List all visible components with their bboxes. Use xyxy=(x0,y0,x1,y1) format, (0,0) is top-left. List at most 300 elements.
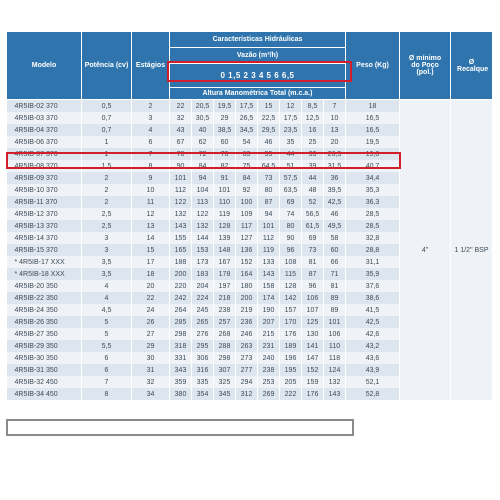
cell-head: 147 xyxy=(302,352,324,364)
cell-model: 4R5IB-09 370 xyxy=(7,172,82,184)
cell-head: 176 xyxy=(302,388,324,400)
cell-head: 159 xyxy=(302,376,324,388)
header-estagios: Estágios xyxy=(132,32,170,100)
cell-weight: 35,3 xyxy=(346,184,400,196)
cell-head: 8,5 xyxy=(302,100,324,113)
cell-head: 38,5 xyxy=(214,124,236,136)
cell-stages: 34 xyxy=(132,388,170,400)
cell-head: 60 xyxy=(214,136,236,148)
cell-head: 72 xyxy=(192,148,214,160)
cell-head: 92 xyxy=(236,184,258,196)
cell-head: 325 xyxy=(214,376,236,388)
cell-head: 170 xyxy=(280,316,302,328)
cell-head: 298 xyxy=(170,328,192,340)
cell-weight: 28,5 xyxy=(346,220,400,232)
cell-head: 277 xyxy=(236,364,258,376)
cell-model: 4R5IB-24 350 xyxy=(7,304,82,316)
cell-stages: 26 xyxy=(132,316,170,328)
cell-stages: 8 xyxy=(132,160,170,172)
cell-power: 0,7 xyxy=(82,124,132,136)
cell-head: 173 xyxy=(192,256,214,268)
cell-model: 4R5IB-03 370 xyxy=(7,112,82,124)
cell-power: 3 xyxy=(82,232,132,244)
pump-spec-table-wrapper xyxy=(6,31,492,400)
cell-model: 4R5IB-22 350 xyxy=(7,292,82,304)
cell-head: 101 xyxy=(170,172,192,184)
cell-head: 133 xyxy=(258,256,280,268)
cell-head: 148 xyxy=(214,244,236,256)
cell-stages: 4 xyxy=(132,124,170,136)
cell-head: 22,5 xyxy=(258,112,280,124)
cell-head: 153 xyxy=(192,244,214,256)
cell-model: 4R5IB-29 350 xyxy=(7,340,82,352)
cell-head: 25 xyxy=(302,136,324,148)
cell-model: 4R5IB-14 370 xyxy=(7,232,82,244)
cell-model: 4R5IB-31 350 xyxy=(7,364,82,376)
cell-model: 4R5IB-11 370 xyxy=(7,196,82,208)
cell-head: 90 xyxy=(170,160,192,172)
cell-head: 122 xyxy=(170,196,192,208)
cell-power: 3 xyxy=(82,244,132,256)
cell-head: 17,5 xyxy=(236,100,258,113)
cell-head: 164 xyxy=(236,268,258,280)
cell-weight: 31,1 xyxy=(346,256,400,268)
cell-head: 157 xyxy=(280,304,302,316)
cell-weight: 52,1 xyxy=(346,376,400,388)
cell-weight: 34,4 xyxy=(346,172,400,184)
cell-head: 84 xyxy=(192,160,214,172)
cell-model: 4R5IB-06 370 xyxy=(7,136,82,148)
cell-head: 36 xyxy=(324,172,346,184)
cell-head: 91 xyxy=(214,172,236,184)
cell-head: 66 xyxy=(324,256,346,268)
cell-power: 3,5 xyxy=(82,268,132,280)
cell-head: 31,5 xyxy=(324,160,346,172)
cell-stages: 2 xyxy=(132,100,170,113)
cell-head: 176 xyxy=(280,328,302,340)
cell-head: 94 xyxy=(258,208,280,220)
cell-discharge-diameter: 1 1/2" BSP xyxy=(451,100,493,401)
cell-head: 238 xyxy=(258,364,280,376)
cell-head: 142 xyxy=(280,292,302,304)
header-diam-poco: Ø mínimo do Poço (pol.) xyxy=(400,32,451,100)
cell-weight: 52,8 xyxy=(346,388,400,400)
cell-head: 285 xyxy=(170,316,192,328)
cell-head: 119 xyxy=(258,244,280,256)
cell-weight: 19,5 xyxy=(346,136,400,148)
cell-head: 224 xyxy=(192,292,214,304)
cell-power: 2 xyxy=(82,184,132,196)
cell-head: 29 xyxy=(214,112,236,124)
cell-stages: 24 xyxy=(132,304,170,316)
cell-head: 43 xyxy=(170,124,192,136)
cell-head: 359 xyxy=(170,376,192,388)
cell-head: 242 xyxy=(170,292,192,304)
cell-head: 69 xyxy=(280,196,302,208)
cell-head: 263 xyxy=(236,340,258,352)
cell-power: 2 xyxy=(82,172,132,184)
cell-power: 1,5 xyxy=(82,160,132,172)
cell-power: 2 xyxy=(82,196,132,208)
cell-model: 4R5IB-32 450 xyxy=(7,376,82,388)
cell-head: 218 xyxy=(214,292,236,304)
cell-head: 335 xyxy=(192,376,214,388)
cell-weight: 43,2 xyxy=(346,340,400,352)
cell-head: 90 xyxy=(280,232,302,244)
cell-head: 104 xyxy=(192,184,214,196)
cell-stages: 17 xyxy=(132,256,170,268)
cell-power: 4 xyxy=(82,280,132,292)
cell-weight: 40,7 xyxy=(346,160,400,172)
cell-head: 269 xyxy=(258,388,280,400)
cell-head: 35 xyxy=(280,136,302,148)
cell-head: 219 xyxy=(236,304,258,316)
cell-head: 29,5 xyxy=(258,124,280,136)
cell-power: 8 xyxy=(82,388,132,400)
cell-head: 268 xyxy=(214,328,236,340)
cell-head: 39 xyxy=(302,160,324,172)
cell-head: 132 xyxy=(170,208,192,220)
cell-weight: 41,5 xyxy=(346,304,400,316)
header-diam-recalque: Ø Recalque xyxy=(451,32,493,100)
cell-head: 316 xyxy=(192,364,214,376)
cell-power: 0,7 xyxy=(82,112,132,124)
cell-head: 180 xyxy=(236,280,258,292)
header-vazao: Vazão (m³/h) xyxy=(170,48,346,64)
cell-head: 34,5 xyxy=(236,124,258,136)
cell-stages: 31 xyxy=(132,364,170,376)
cell-head: 178 xyxy=(214,268,236,280)
cell-head: 119 xyxy=(214,208,236,220)
cell-model: 4R5IB-02 370 xyxy=(7,100,82,113)
cell-head: 136 xyxy=(236,244,258,256)
cell-head: 122 xyxy=(192,208,214,220)
cell-head: 113 xyxy=(192,196,214,208)
cell-stages: 27 xyxy=(132,328,170,340)
cell-head: 200 xyxy=(236,292,258,304)
cell-weight: 37,6 xyxy=(346,280,400,292)
cell-head: 81 xyxy=(324,280,346,292)
cell-weight: 43,9 xyxy=(346,364,400,376)
cell-head: 115 xyxy=(280,268,302,280)
cell-power: 6 xyxy=(82,352,132,364)
cell-head: 56,5 xyxy=(302,208,324,220)
cell-head: 55 xyxy=(258,148,280,160)
cell-power: 2,5 xyxy=(82,208,132,220)
cell-head: 343 xyxy=(170,364,192,376)
cell-stages: 14 xyxy=(132,232,170,244)
cell-head: 312 xyxy=(236,388,258,400)
cell-head: 167 xyxy=(214,256,236,268)
cell-head: 51 xyxy=(280,160,302,172)
cell-head: 238 xyxy=(214,304,236,316)
cell-head: 44 xyxy=(280,148,302,160)
cell-stages: 22 xyxy=(132,292,170,304)
cell-power: 1 xyxy=(82,136,132,148)
cell-head: 19,5 xyxy=(214,100,236,113)
cell-model: 4R5IB-04 370 xyxy=(7,124,82,136)
cell-head: 58 xyxy=(324,232,346,244)
cell-model: * 4R5IB-17 XXX xyxy=(7,256,82,268)
cell-head: 20 xyxy=(324,136,346,148)
header-potencia: Potência (cv) xyxy=(82,32,132,100)
header-modelo: Modelo xyxy=(7,32,82,100)
cell-stages: 29 xyxy=(132,340,170,352)
cell-stages: 11 xyxy=(132,196,170,208)
cell-model: * 4R5IB-18 XXX xyxy=(7,268,82,280)
cell-model: 4R5IB-34 450 xyxy=(7,388,82,400)
cell-head: 44 xyxy=(302,172,324,184)
cell-head: 62 xyxy=(192,136,214,148)
cell-head: 32 xyxy=(170,112,192,124)
cell-head: 17,5 xyxy=(280,112,302,124)
cell-head: 73 xyxy=(302,244,324,256)
cell-head: 118 xyxy=(324,352,346,364)
cell-model: 4R5IB-10 370 xyxy=(7,184,82,196)
cell-head: 108 xyxy=(280,256,302,268)
cell-power: 0,5 xyxy=(82,100,132,113)
cell-head: 81 xyxy=(302,256,324,268)
cell-head: 205 xyxy=(280,376,302,388)
cell-power: 3,5 xyxy=(82,256,132,268)
cell-head: 7 xyxy=(324,100,346,113)
cell-head: 354 xyxy=(192,388,214,400)
cell-head: 222 xyxy=(280,388,302,400)
cell-weight: 32,8 xyxy=(346,232,400,244)
pump-spec-table xyxy=(6,31,493,400)
cell-model: 4R5IB-08 370 xyxy=(7,160,82,172)
cell-head: 165 xyxy=(170,244,192,256)
cell-weight: 43,6 xyxy=(346,352,400,364)
cell-head: 71 xyxy=(324,268,346,280)
cell-stages: 15 xyxy=(132,244,170,256)
cell-head: 141 xyxy=(302,340,324,352)
cell-stages: 6 xyxy=(132,136,170,148)
cell-head: 46 xyxy=(258,136,280,148)
cell-head: 152 xyxy=(302,364,324,376)
cell-head: 54 xyxy=(236,136,258,148)
header-flow-values: 0 1,5 2 3 4 5 6 6,5 xyxy=(170,64,346,88)
cell-head: 70 xyxy=(214,148,236,160)
cell-head: 26,5 xyxy=(324,148,346,160)
cell-head: 64,5 xyxy=(258,160,280,172)
cell-min-well-diameter: 4" xyxy=(400,100,451,401)
cell-head: 57,5 xyxy=(280,172,302,184)
cell-head: 87 xyxy=(302,268,324,280)
cell-head: 101 xyxy=(324,316,346,328)
cell-head: 318 xyxy=(170,340,192,352)
cell-head: 101 xyxy=(258,220,280,232)
cell-stages: 20 xyxy=(132,280,170,292)
cell-head: 112 xyxy=(258,232,280,244)
cell-head: 12 xyxy=(280,100,302,113)
cell-head: 215 xyxy=(258,328,280,340)
cell-stages: 13 xyxy=(132,220,170,232)
cell-weight: 38,6 xyxy=(346,292,400,304)
cell-power: 5 xyxy=(82,328,132,340)
cell-head: 49,5 xyxy=(324,220,346,232)
cell-head: 124 xyxy=(324,364,346,376)
cell-head: 130 xyxy=(302,328,324,340)
cell-head: 16 xyxy=(302,124,324,136)
cell-head: 204 xyxy=(192,280,214,292)
cell-head: 80 xyxy=(280,220,302,232)
cell-head: 307 xyxy=(214,364,236,376)
cell-head: 265 xyxy=(192,316,214,328)
cell-head: 117 xyxy=(236,220,258,232)
cell-head: 63 xyxy=(236,148,258,160)
cell-head: 112 xyxy=(170,184,192,196)
cell-weight: 28,5 xyxy=(346,208,400,220)
cell-head: 101 xyxy=(214,184,236,196)
cell-head: 276 xyxy=(192,328,214,340)
cell-head: 220 xyxy=(170,280,192,292)
cell-head: 257 xyxy=(214,316,236,328)
cell-head: 174 xyxy=(258,292,280,304)
cell-head: 143 xyxy=(324,388,346,400)
cell-head: 106 xyxy=(302,292,324,304)
cell-head: 96 xyxy=(302,280,324,292)
cell-head: 158 xyxy=(258,280,280,292)
cell-weight: 16,5 xyxy=(346,124,400,136)
cell-weight: 16,5 xyxy=(346,112,400,124)
cell-head: 207 xyxy=(258,316,280,328)
cell-head: 109 xyxy=(236,208,258,220)
cell-head: 100 xyxy=(236,196,258,208)
cell-head: 30,5 xyxy=(192,112,214,124)
cell-head: 67 xyxy=(170,136,192,148)
cell-head: 128 xyxy=(280,280,302,292)
cell-head: 273 xyxy=(236,352,258,364)
cell-power: 4 xyxy=(82,292,132,304)
cell-head: 73 xyxy=(258,172,280,184)
cell-head: 87 xyxy=(258,196,280,208)
cell-head: 288 xyxy=(214,340,236,352)
cell-model: 4R5IB-30 350 xyxy=(7,352,82,364)
cell-head: 127 xyxy=(236,232,258,244)
cell-head: 60 xyxy=(324,244,346,256)
cell-model: 4R5IB-15 370 xyxy=(7,244,82,256)
cell-head: 46 xyxy=(324,208,346,220)
cell-head: 298 xyxy=(214,352,236,364)
cell-head: 345 xyxy=(214,388,236,400)
cell-head: 380 xyxy=(170,388,192,400)
cell-head: 139 xyxy=(214,232,236,244)
table-row xyxy=(7,100,493,113)
cell-head: 110 xyxy=(324,340,346,352)
cell-head: 253 xyxy=(258,376,280,388)
cell-head: 89 xyxy=(324,292,346,304)
cell-stages: 3 xyxy=(132,112,170,124)
cell-head: 10 xyxy=(324,112,346,124)
cell-head: 52 xyxy=(302,196,324,208)
cell-head: 231 xyxy=(258,340,280,352)
cell-head: 190 xyxy=(258,304,280,316)
cell-model: 4R5IB-26 350 xyxy=(7,316,82,328)
cell-stages: 10 xyxy=(132,184,170,196)
cell-weight: 35,9 xyxy=(346,268,400,280)
cell-head: 13 xyxy=(324,124,346,136)
cell-head: 128 xyxy=(214,220,236,232)
cell-head: 144 xyxy=(192,232,214,244)
cell-head: 152 xyxy=(236,256,258,268)
header-altura: Altura Manométrica Total (m.c.a.) xyxy=(170,88,346,100)
cell-head: 15 xyxy=(258,100,280,113)
cell-head: 89 xyxy=(324,304,346,316)
cell-power: 2,5 xyxy=(82,220,132,232)
cell-head: 197 xyxy=(214,280,236,292)
cell-head: 125 xyxy=(302,316,324,328)
cell-model: 4R5IB-13 370 xyxy=(7,220,82,232)
cell-head: 63,5 xyxy=(280,184,302,196)
spec-table-body xyxy=(7,100,493,401)
cell-stages: 30 xyxy=(132,352,170,364)
cell-head: 196 xyxy=(280,352,302,364)
cell-weight: 19,8 xyxy=(346,148,400,160)
cell-head: 106 xyxy=(324,328,346,340)
cell-head: 23,5 xyxy=(280,124,302,136)
cell-head: 40 xyxy=(192,124,214,136)
cell-head: 74 xyxy=(280,208,302,220)
header-caracteristicas: Características Hidráulicas xyxy=(170,32,346,48)
cell-head: 132 xyxy=(324,376,346,388)
cell-head: 331 xyxy=(170,352,192,364)
cell-head: 20,5 xyxy=(192,100,214,113)
cell-head: 155 xyxy=(170,232,192,244)
cell-power: 5,5 xyxy=(82,340,132,352)
cell-head: 264 xyxy=(170,304,192,316)
cell-weight: 28,8 xyxy=(346,244,400,256)
cell-head: 294 xyxy=(236,376,258,388)
cell-head: 78 xyxy=(170,148,192,160)
cell-model: 4R5IB-27 350 xyxy=(7,328,82,340)
cell-head: 195 xyxy=(280,364,302,376)
cell-head: 306 xyxy=(192,352,214,364)
cell-head: 240 xyxy=(258,352,280,364)
cell-head: 75 xyxy=(236,160,258,172)
cell-head: 42,5 xyxy=(324,196,346,208)
cell-power: 7 xyxy=(82,376,132,388)
cell-head: 107 xyxy=(302,304,324,316)
cell-head: 132 xyxy=(192,220,214,232)
cell-head: 33 xyxy=(302,148,324,160)
cell-head: 245 xyxy=(192,304,214,316)
cell-stages: 9 xyxy=(132,172,170,184)
cell-head: 183 xyxy=(192,268,214,280)
header-peso: Peso (Kg) xyxy=(346,32,400,100)
cell-head: 12,5 xyxy=(302,112,324,124)
cell-head: 48 xyxy=(302,184,324,196)
cell-stages: 32 xyxy=(132,376,170,388)
cell-head: 110 xyxy=(214,196,236,208)
cell-head: 22 xyxy=(170,100,192,113)
cell-head: 96 xyxy=(280,244,302,256)
cell-head: 69 xyxy=(302,232,324,244)
cell-power: 5 xyxy=(82,316,132,328)
cell-weight: 42,5 xyxy=(346,316,400,328)
cell-head: 80 xyxy=(258,184,280,196)
cell-head: 26,5 xyxy=(236,112,258,124)
cell-stages: 12 xyxy=(132,208,170,220)
cell-power: 6 xyxy=(82,364,132,376)
cell-head: 200 xyxy=(170,268,192,280)
cell-head: 246 xyxy=(236,328,258,340)
cell-stages: 7 xyxy=(132,148,170,160)
cell-stages: 18 xyxy=(132,268,170,280)
cell-head: 39,5 xyxy=(324,184,346,196)
cell-head: 236 xyxy=(236,316,258,328)
cell-power: 1 xyxy=(82,148,132,160)
